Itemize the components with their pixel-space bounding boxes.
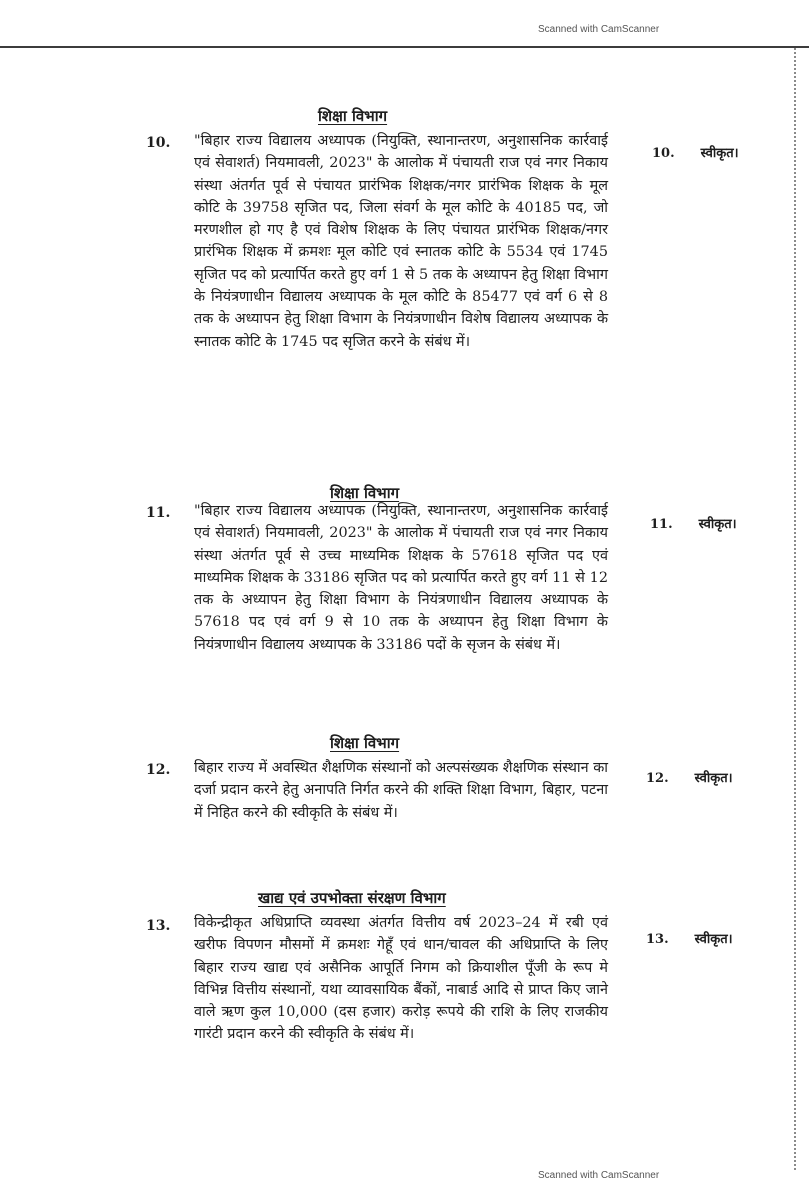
item-text: बिहार राज्य में अवस्थित शैक्षणिक संस्थानों को अल्पसंख्यक शैक्षणिक संस्थान का दर्जा प्रदान करने हेतु अनापति निर्गत करने की शक्ति शिक्षा विभाग, बिहार, पटना में निहित करने की स्वीकृति के संबंध में।: [194, 760, 608, 821]
decision-number: 12.: [646, 771, 669, 786]
decision-status: [646, 929, 733, 947]
department-heading: खाद्य एवं उपभोक्ता संरक्षण विभाग: [258, 889, 446, 907]
item-number: 13.: [146, 918, 171, 934]
decision-label: स्वीकृत।: [700, 146, 739, 161]
decision-number: 10.: [652, 146, 675, 161]
item-number: 12.: [146, 762, 171, 778]
scan-top-edge: [0, 46, 809, 48]
item-text: "बिहार राज्य विद्यालय अध्यापक (नियुक्ति, स्थानान्तरण, अनुशासनिक कार्रवाई एवं सेवाशर्त) नियमावली, 2023" के आलोक में पंचायती राज एवं नगर निकाय संस्था अंतर्गत पूर्व से पंचायत प्रारंभिक शिक्षक/नगर प्रारंभिक शिक्षक के मूल कोटि के 39758 सृजित पद, जिला संवर्ग के मूल कोटि के 40185 पद, जो मरणशील हो गए है एवं विशेष शिक्षक के लिए पंचायत प्रारंभिक शिक्षक/नगर प्रारंभिक शिक्षक में क्रमशः मूल कोटि एवं स्नातक कोटि के 5534 एवं 1745 सृजित पद को प्रत्यार्पित करते हुए वर्ग 1 से 5 तक के अध्यापन हेतु शिक्षा विभाग के नियंत्रणाधीन विद्यालय अध्यापक के मूल कोटि के 85477 एवं वर्ग 6 से 8 तक के अध्यापन हेतु शिक्षा विभाग के नियंत्रणाधीन विशेष विद्यालय अध्यापक के स्नातक कोटि के 1745 पद सृजित करने के संबंध में।: [194, 133, 608, 350]
decision-label: स्वीकृत।: [694, 932, 733, 947]
camscanner-watermark-top: Scanned with CamScanner: [538, 24, 660, 35]
item-text: विकेन्द्रीकृत अधिप्राप्ति व्यवस्था अंतर्गत वित्तीय वर्ष 2023–24 में रबी एवं खरीफ विपणन मौसमों में क्रमशः गेहूँ एवं धान/चावल की अधिप्राप्ति के लिए बिहार राज्य खाद्य एवं असैनिक आपूर्ति निगम को क्रियाशील पूँजी के रूप मे विभिन्न वित्तीय संस्थानों, यथा व्यावसायिक बैंकों, नाबार्ड आदि से प्राप्त किए जाने वाले ऋण कुल 10,000 (दस हजार) करोड़ रूपये की राशि के लिए राजकीय गारंटी प्रदान करने की स्वीकृति के संबंध में।: [194, 915, 608, 1043]
decision-status: [652, 143, 739, 161]
camscanner-watermark-bottom: Scanned with CamScanner: [538, 1170, 660, 1181]
decision-status: [650, 514, 737, 532]
scan-right-edge: [794, 48, 804, 1170]
decision-number: 11.: [650, 517, 673, 532]
decision-label: स्वीकृत।: [694, 771, 733, 786]
department-heading: शिक्षा विभाग: [330, 484, 400, 502]
item-number: 11.: [146, 505, 171, 521]
decision-number: 13.: [646, 932, 669, 947]
decision-label: स्वीकृत।: [698, 517, 737, 532]
decision-status: [646, 768, 733, 786]
department-heading: शिक्षा विभाग: [318, 107, 388, 125]
item-text: "बिहार राज्य विद्यालय अध्यापक (नियुक्ति, स्थानान्तरण, अनुशासनिक कार्रवाई एवं सेवाशर्त) नियमावली, 2023" के आलोक में पंचायती राज एवं नगर निकाय संस्था अंतर्गत पूर्व से उच्च माध्यमिक शिक्षक के 57618 सृजित पद एवं माध्यमिक शिक्षक के 33186 सृजित पद को प्रत्यार्पित करते हुए वर्ग 11 से 12 तक के अध्यापन हेतु शिक्षा विभाग के नियंत्रणाधीन विद्यालय अध्यापक के 57618 पद एवं वर्ग 9 से 10 तक के अध्यापन हेतु शिक्षा विभाग के नियंत्रणाधीन विद्यालय अध्यापक के 33186 पदों के सृजन के संबंध में।: [194, 503, 608, 653]
item-number: 10.: [146, 135, 171, 151]
department-heading: शिक्षा विभाग: [330, 734, 400, 752]
